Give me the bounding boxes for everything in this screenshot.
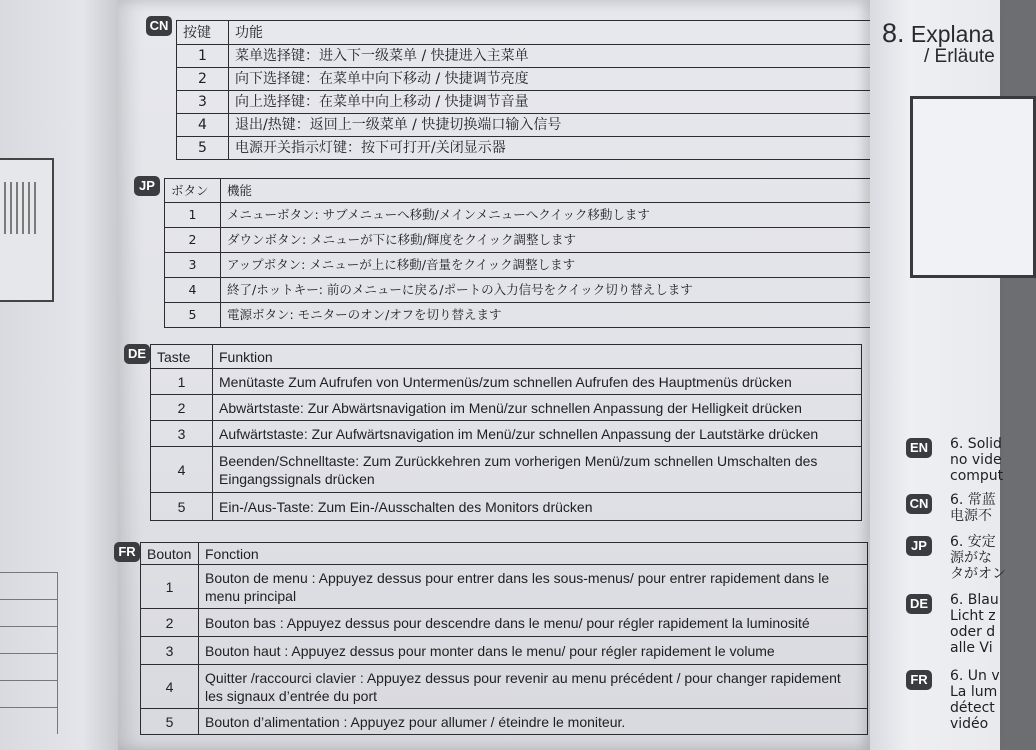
table-header-row xyxy=(177,21,876,45)
en-note xyxy=(950,436,1003,484)
heading-line-1: Explana xyxy=(910,21,995,47)
section-number: 8. xyxy=(882,18,905,48)
right-page xyxy=(870,0,1006,750)
manual-page xyxy=(118,0,890,750)
section-heading xyxy=(882,18,994,49)
jp-badge: JP xyxy=(134,176,160,196)
table-row xyxy=(141,565,868,609)
row-description: Quitter /raccourci clavier : Appuyez dessus pour revenir au menu précédent / pour changer rapidement les signaux d’entrée du port xyxy=(199,665,868,709)
row-number: 5 xyxy=(141,709,199,735)
row-number: 4 xyxy=(151,447,213,493)
header-button: ボタン xyxy=(165,179,221,203)
row-number: 3 xyxy=(165,253,221,278)
note-line: Licht z xyxy=(950,608,996,624)
table-row xyxy=(141,609,868,637)
row-number: 3 xyxy=(151,421,213,447)
row-description: Abwärtstaste: Zur Abwärtsnavigation im Menü/zur schnellen Anpassung der Helligkeit drücken xyxy=(213,395,862,421)
note-line: 电源不 xyxy=(950,508,992,524)
table-header-row xyxy=(151,345,862,369)
table-row xyxy=(165,203,879,228)
de-note-badge: DE xyxy=(906,594,932,614)
note-line: comput xyxy=(950,468,1004,484)
row-number: 1 xyxy=(177,45,229,68)
row-number: 4 xyxy=(165,278,221,303)
heading-line-2: / Erläute xyxy=(924,46,995,67)
monitor-side-illustration xyxy=(0,158,54,302)
table-row xyxy=(165,278,879,303)
note-line: La lum xyxy=(950,684,998,700)
row-description: 电源开关指示灯键：按下可打开/关闭显示器 xyxy=(229,137,876,160)
table-header-row xyxy=(165,179,879,203)
table-row xyxy=(165,303,879,328)
row-number: 3 xyxy=(141,637,199,665)
row-description: 向下选择键：在菜单中向下移动 / 快捷调节亮度 xyxy=(229,68,876,91)
table-row xyxy=(177,114,876,137)
jp-note xyxy=(950,534,1006,582)
cn-note xyxy=(950,492,996,524)
row-description: 電源ボタン: モニターのオン/オフを切り替えます xyxy=(221,303,879,328)
de-badge: DE xyxy=(124,344,150,364)
row-number: 2 xyxy=(151,395,213,421)
row-number: 3 xyxy=(177,91,229,114)
header-key: Taste xyxy=(151,345,213,369)
table-row xyxy=(151,421,862,447)
table-row xyxy=(141,665,868,709)
row-description: 終了/ホットキー: 前のメニューに戻る/ポートの入力信号をクイック切り替えします xyxy=(221,278,879,303)
row-description: 退出/热键：返回上一级菜单 / 快捷切换端口输入信号 xyxy=(229,114,876,137)
table-row xyxy=(151,493,862,521)
row-description: Ein-/Aus-Taste: Zum Ein-/Ausschalten des Monitors drücken xyxy=(213,493,862,521)
table-row xyxy=(177,91,876,114)
row-description: Aufwärtstaste: Zur Aufwärtsnavigation im Menü/zur schnellen Anpassung der Lautstärke drücken xyxy=(213,421,862,447)
row-number: 5 xyxy=(151,493,213,521)
header-function: 功能 xyxy=(229,21,876,45)
header-button: Bouton xyxy=(141,543,199,565)
row-description: Bouton de menu : Appuyez dessus pour entrer dans les sous-menus/ pour entrer rapidement dans le menu principal xyxy=(199,565,868,609)
table-row xyxy=(151,369,862,395)
monitor-front-illustration xyxy=(910,96,1036,278)
fr-note-badge: FR xyxy=(906,670,932,690)
note-line: 6. Solid xyxy=(950,436,1002,452)
left-page xyxy=(0,0,118,750)
note-line: alle Vi xyxy=(950,640,993,656)
row-number: 5 xyxy=(165,303,221,328)
note-line: no vide xyxy=(950,452,1002,468)
cn-note-badge: CN xyxy=(906,494,932,514)
header-function: 機能 xyxy=(221,179,879,203)
row-number: 4 xyxy=(177,114,229,137)
row-number: 2 xyxy=(177,68,229,91)
row-description: Bouton d’alimentation : Appuyez pour allumer / éteindre le moniteur. xyxy=(199,709,868,735)
row-description: メニューボタン: サブメニューへ移動/メインメニューへクイック移動します xyxy=(221,203,879,228)
note-line: 6. Blau xyxy=(950,592,999,608)
row-number: 1 xyxy=(165,203,221,228)
note-line: 源がな xyxy=(950,550,992,566)
row-description: 向上选择键：在菜单中向上移动 / 快捷调节音量 xyxy=(229,91,876,114)
row-description: Menütaste Zum Aufrufen von Untermenüs/zum schnellen Aufrufen des Hauptmenüs drücken xyxy=(213,369,862,395)
row-number: 1 xyxy=(151,369,213,395)
note-line: タがオン xyxy=(950,566,1006,582)
row-description: Bouton bas : Appuyez dessus pour descendre dans le menu/ pour régler rapidement la luminosité xyxy=(199,609,868,637)
row-number: 5 xyxy=(177,137,229,160)
note-line: vidéo xyxy=(950,716,989,732)
table-row xyxy=(141,637,868,665)
note-line: détect xyxy=(950,700,995,716)
row-number: 4 xyxy=(141,665,199,709)
row-description: 菜单选择键：进入下一级菜单 / 快捷进入主菜单 xyxy=(229,45,876,68)
table-header-row xyxy=(141,543,868,565)
fr-note xyxy=(950,668,1000,732)
note-line: oder d xyxy=(950,624,996,640)
row-number: 2 xyxy=(165,228,221,253)
en-badge: EN xyxy=(906,438,932,458)
header-key: 按键 xyxy=(177,21,229,45)
table-row xyxy=(177,68,876,91)
cn-function-table xyxy=(176,20,876,160)
row-number: 1 xyxy=(141,565,199,609)
fr-function-table xyxy=(140,542,868,735)
row-number: 2 xyxy=(141,609,199,637)
table-row xyxy=(177,45,876,68)
header-function: Funktion xyxy=(213,345,862,369)
table-row xyxy=(151,395,862,421)
table-row xyxy=(141,709,868,735)
table-row xyxy=(177,137,876,160)
de-note xyxy=(950,592,999,656)
note-line: 6. 常蓝 xyxy=(950,492,996,508)
header-function: Fonction xyxy=(199,543,868,565)
row-description: Beenden/Schnelltaste: Zum Zurückkehren zum vorherigen Menü/zum schnellen Umschalten des Eingangssignals drücken xyxy=(213,447,862,493)
note-line: 6. Un v xyxy=(950,668,1000,684)
de-function-table xyxy=(150,344,862,521)
fr-badge: FR xyxy=(114,542,140,562)
row-description: アップボタン: メニューが上に移動/音量をクイック調整します xyxy=(221,253,879,278)
row-description: ダウンボタン: メニューが下に移動/輝度をクイック調整します xyxy=(221,228,879,253)
left-page-table-fragment xyxy=(0,572,58,734)
table-row xyxy=(165,253,879,278)
vent-grille xyxy=(0,182,36,234)
row-description: Bouton haut : Appuyez dessus pour monter dans le menu/ pour régler rapidement le volume xyxy=(199,637,868,665)
jp-function-table xyxy=(164,178,879,328)
table-row xyxy=(165,228,879,253)
note-line: 6. 安定 xyxy=(950,534,996,550)
jp-note-badge: JP xyxy=(906,536,932,556)
table-row xyxy=(151,447,862,493)
cn-badge: CN xyxy=(146,16,172,36)
